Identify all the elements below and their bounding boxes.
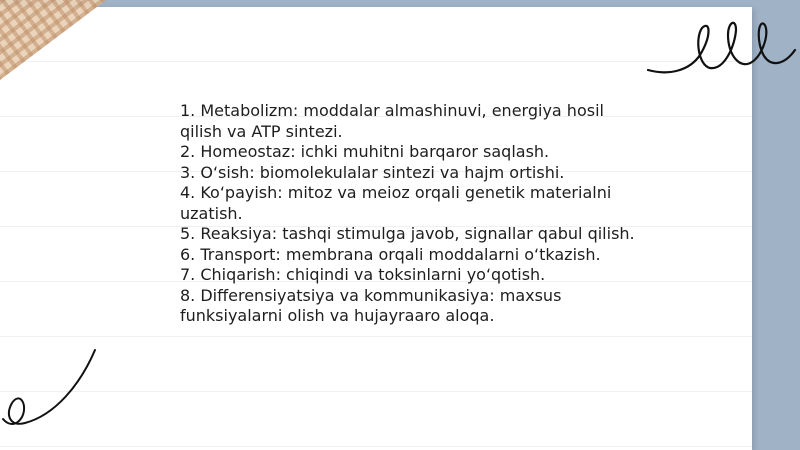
list-item: 4. Ko‘payish: mitoz va meioz orqali genetik materialni uzatish. bbox=[180, 183, 612, 223]
list-item: 3. O‘sish: biomolekulalar sintezi va hajm ortishi. bbox=[180, 162, 565, 182]
list-item: 2. Homeostaz: ichki muhitni barqaror saqlash. bbox=[180, 142, 550, 161]
list-item: 5. Reaksiya: tashqi stimulga javob, signallar qabul qilish. bbox=[180, 224, 635, 243]
list-item: 8. Differensiyatsiya va kommunikasiya: maxsus funksiyalarni olish va hujayraaro aloqa. bbox=[180, 285, 562, 325]
list-item: 7. Chiqarish: chiqindi va toksinlarni yo‘qotish. bbox=[180, 265, 546, 284]
loop-scribble-top-right bbox=[640, 10, 800, 90]
list-item: 6. Transport: membrana orqali moddalarni o‘tkazish. bbox=[180, 244, 601, 264]
list-item: 1. Metabolizm: moddalar almashinuvi, energiya hosil qilish va ATP sintezi. bbox=[180, 101, 604, 141]
list-content bbox=[180, 101, 650, 327]
loop-scribble-bottom-left bbox=[0, 345, 110, 435]
